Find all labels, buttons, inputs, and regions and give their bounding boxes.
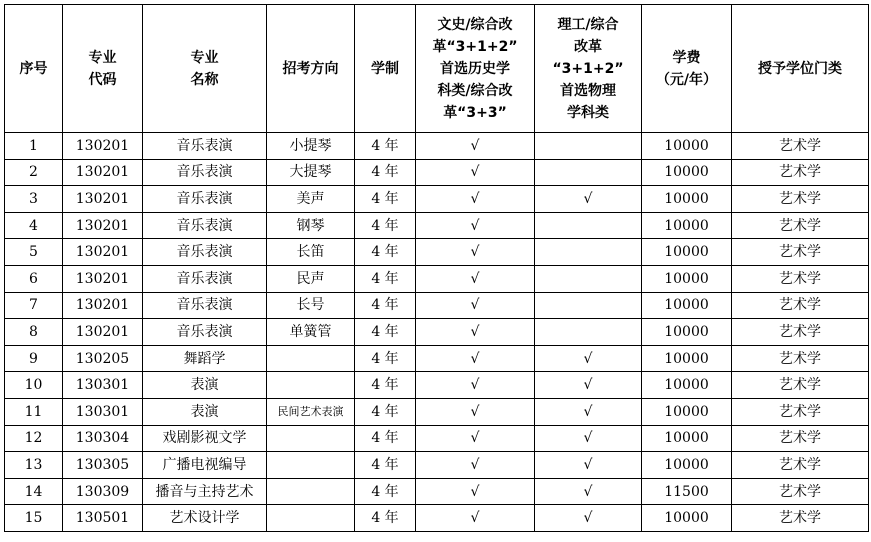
cell-code: 130201 xyxy=(63,186,143,213)
header-line: 专业 xyxy=(190,49,219,66)
header-line: 首选物理 xyxy=(560,82,616,99)
cell-no: 12 xyxy=(5,425,63,452)
cell-arts-check: √ xyxy=(416,265,535,292)
cell-fee: 10000 xyxy=(642,159,732,186)
cell-science-check: √ xyxy=(535,478,642,505)
cell-code: 130201 xyxy=(63,212,143,239)
cell-years: 4 年 xyxy=(355,186,416,213)
cell-years: 4 年 xyxy=(355,133,416,160)
cell-direction: 钢琴 xyxy=(267,212,355,239)
header-line: 名称 xyxy=(190,71,219,88)
cell-science-check: √ xyxy=(535,425,642,452)
cell-name: 音乐表演 xyxy=(143,319,267,346)
header-line: 改革 xyxy=(574,38,602,55)
cell-code: 130301 xyxy=(63,372,143,399)
cell-direction: 美声 xyxy=(267,186,355,213)
cell-degree: 艺术学 xyxy=(732,478,869,505)
cell-fee: 10000 xyxy=(642,212,732,239)
header-line: 代码 xyxy=(88,71,117,88)
header-line: 文史/综合改 xyxy=(437,16,513,33)
cell-no: 2 xyxy=(5,159,63,186)
cell-direction: 长笛 xyxy=(267,239,355,266)
cell-degree: 艺术学 xyxy=(732,133,869,160)
cell-name: 音乐表演 xyxy=(143,186,267,213)
cell-fee: 10000 xyxy=(642,133,732,160)
cell-name: 广播电视编导 xyxy=(143,452,267,479)
cell-degree: 艺术学 xyxy=(732,372,869,399)
header-line: “3+1+2” xyxy=(552,60,624,77)
cell-science-check xyxy=(535,319,642,346)
header-degree xyxy=(732,5,869,133)
cell-degree: 艺术学 xyxy=(732,319,869,346)
table-row xyxy=(5,212,869,239)
table-header xyxy=(5,5,869,133)
cell-years: 4 年 xyxy=(355,292,416,319)
cell-direction: 大提琴 xyxy=(267,159,355,186)
table-row xyxy=(5,398,869,425)
header-row xyxy=(5,5,869,133)
cell-code: 130304 xyxy=(63,425,143,452)
cell-science-check: √ xyxy=(535,452,642,479)
cell-science-check: √ xyxy=(535,505,642,532)
header-fee xyxy=(642,5,732,133)
cell-direction: 民声 xyxy=(267,265,355,292)
header-years xyxy=(355,5,416,133)
cell-direction: 长号 xyxy=(267,292,355,319)
cell-no: 11 xyxy=(5,398,63,425)
cell-years: 4 年 xyxy=(355,239,416,266)
cell-code: 130205 xyxy=(63,345,143,372)
cell-fee: 10000 xyxy=(642,452,732,479)
cell-degree: 艺术学 xyxy=(732,239,869,266)
cell-name: 音乐表演 xyxy=(143,133,267,160)
header-line: 理工/综合 xyxy=(557,16,619,33)
cell-years: 4 年 xyxy=(355,452,416,479)
header-line: 革“3+3” xyxy=(443,104,507,121)
header-line: 科类/综合改 xyxy=(437,82,513,99)
cell-arts-check: √ xyxy=(416,478,535,505)
cell-degree: 艺术学 xyxy=(732,212,869,239)
cell-fee: 10000 xyxy=(642,319,732,346)
cell-fee: 10000 xyxy=(642,345,732,372)
table-row xyxy=(5,292,869,319)
cell-code: 130201 xyxy=(63,265,143,292)
cell-name: 舞蹈学 xyxy=(143,345,267,372)
cell-arts-check: √ xyxy=(416,212,535,239)
cell-code: 130309 xyxy=(63,478,143,505)
header-line: （元/年） xyxy=(655,71,718,88)
table-row xyxy=(5,159,869,186)
cell-science-check: √ xyxy=(535,186,642,213)
cell-no: 6 xyxy=(5,265,63,292)
table-row xyxy=(5,505,869,532)
header-name xyxy=(143,5,267,133)
cell-arts-check: √ xyxy=(416,398,535,425)
cell-arts-check: √ xyxy=(416,292,535,319)
cell-science-check: √ xyxy=(535,345,642,372)
cell-direction xyxy=(267,478,355,505)
cell-no: 7 xyxy=(5,292,63,319)
cell-arts-check: √ xyxy=(416,345,535,372)
cell-name: 艺术设计学 xyxy=(143,505,267,532)
table-row xyxy=(5,425,869,452)
cell-no: 10 xyxy=(5,372,63,399)
cell-name: 音乐表演 xyxy=(143,265,267,292)
cell-name: 音乐表演 xyxy=(143,212,267,239)
cell-fee: 10000 xyxy=(642,425,732,452)
cell-name: 表演 xyxy=(143,372,267,399)
cell-years: 4 年 xyxy=(355,345,416,372)
cell-years: 4 年 xyxy=(355,398,416,425)
cell-no: 3 xyxy=(5,186,63,213)
table-row xyxy=(5,133,869,160)
cell-science-check xyxy=(535,239,642,266)
header-direction xyxy=(267,5,355,133)
cell-arts-check: √ xyxy=(416,133,535,160)
cell-degree: 艺术学 xyxy=(732,292,869,319)
cell-no: 13 xyxy=(5,452,63,479)
cell-name: 戏剧影视文学 xyxy=(143,425,267,452)
cell-direction xyxy=(267,505,355,532)
cell-years: 4 年 xyxy=(355,159,416,186)
header-line: 学费 xyxy=(672,49,701,66)
cell-fee: 10000 xyxy=(642,505,732,532)
cell-years: 4 年 xyxy=(355,478,416,505)
cell-code: 130301 xyxy=(63,398,143,425)
table-row xyxy=(5,239,869,266)
cell-code: 130501 xyxy=(63,505,143,532)
cell-years: 4 年 xyxy=(355,265,416,292)
cell-science-check xyxy=(535,265,642,292)
table-row xyxy=(5,319,869,346)
cell-no: 9 xyxy=(5,345,63,372)
cell-arts-check: √ xyxy=(416,505,535,532)
cell-years: 4 年 xyxy=(355,505,416,532)
cell-degree: 艺术学 xyxy=(732,398,869,425)
cell-fee: 10000 xyxy=(642,292,732,319)
cell-degree: 艺术学 xyxy=(732,425,869,452)
cell-name: 音乐表演 xyxy=(143,292,267,319)
cell-direction xyxy=(267,452,355,479)
cell-code: 130201 xyxy=(63,133,143,160)
cell-arts-check: √ xyxy=(416,319,535,346)
header-arts-track xyxy=(416,5,535,133)
cell-years: 4 年 xyxy=(355,425,416,452)
cell-fee: 10000 xyxy=(642,239,732,266)
cell-name: 表演 xyxy=(143,398,267,425)
cell-arts-check: √ xyxy=(416,372,535,399)
cell-fee: 10000 xyxy=(642,265,732,292)
header-line: 授予学位门类 xyxy=(758,60,842,77)
cell-name: 播音与主持艺术 xyxy=(143,478,267,505)
cell-direction: 民间艺术表演 xyxy=(267,398,355,425)
cell-code: 130201 xyxy=(63,319,143,346)
cell-no: 14 xyxy=(5,478,63,505)
header-science-track xyxy=(535,5,642,133)
cell-degree: 艺术学 xyxy=(732,186,869,213)
table-row xyxy=(5,478,869,505)
header-line: 学制 xyxy=(371,60,399,77)
cell-fee: 10000 xyxy=(642,372,732,399)
cell-no: 5 xyxy=(5,239,63,266)
cell-no: 1 xyxy=(5,133,63,160)
cell-fee: 11500 xyxy=(642,478,732,505)
cell-years: 4 年 xyxy=(355,372,416,399)
cell-no: 8 xyxy=(5,319,63,346)
cell-direction xyxy=(267,372,355,399)
cell-science-check xyxy=(535,292,642,319)
cell-degree: 艺术学 xyxy=(732,452,869,479)
cell-fee: 10000 xyxy=(642,186,732,213)
table-row xyxy=(5,186,869,213)
cell-years: 4 年 xyxy=(355,212,416,239)
header-line: 学科类 xyxy=(567,104,609,121)
cell-code: 130201 xyxy=(63,159,143,186)
table-row xyxy=(5,372,869,399)
cell-science-check xyxy=(535,133,642,160)
header-code xyxy=(63,5,143,133)
majors-table xyxy=(4,4,869,532)
table-row xyxy=(5,265,869,292)
cell-direction xyxy=(267,425,355,452)
cell-science-check: √ xyxy=(535,372,642,399)
cell-direction: 单簧管 xyxy=(267,319,355,346)
cell-science-check xyxy=(535,159,642,186)
table-row xyxy=(5,345,869,372)
cell-years: 4 年 xyxy=(355,319,416,346)
header-line: 专业 xyxy=(88,49,117,66)
cell-name: 音乐表演 xyxy=(143,239,267,266)
header-line: 革“3+1+2” xyxy=(432,38,518,55)
cell-name: 音乐表演 xyxy=(143,159,267,186)
cell-science-check: √ xyxy=(535,398,642,425)
cell-fee: 10000 xyxy=(642,398,732,425)
cell-code: 130201 xyxy=(63,239,143,266)
table-row xyxy=(5,452,869,479)
cell-degree: 艺术学 xyxy=(732,345,869,372)
cell-direction xyxy=(267,345,355,372)
cell-arts-check: √ xyxy=(416,452,535,479)
cell-no: 4 xyxy=(5,212,63,239)
cell-arts-check: √ xyxy=(416,159,535,186)
cell-degree: 艺术学 xyxy=(732,159,869,186)
cell-degree: 艺术学 xyxy=(732,505,869,532)
cell-code: 130201 xyxy=(63,292,143,319)
header-line: 招考方向 xyxy=(282,60,339,77)
cell-direction: 小提琴 xyxy=(267,133,355,160)
cell-arts-check: √ xyxy=(416,186,535,213)
cell-code: 130305 xyxy=(63,452,143,479)
cell-degree: 艺术学 xyxy=(732,265,869,292)
header-line: 首选历史学 xyxy=(440,60,510,77)
header-no xyxy=(5,5,63,133)
header-line: 序号 xyxy=(19,60,48,77)
cell-arts-check: √ xyxy=(416,425,535,452)
cell-arts-check: √ xyxy=(416,239,535,266)
table-body xyxy=(5,133,869,532)
cell-no: 15 xyxy=(5,505,63,532)
cell-science-check xyxy=(535,212,642,239)
